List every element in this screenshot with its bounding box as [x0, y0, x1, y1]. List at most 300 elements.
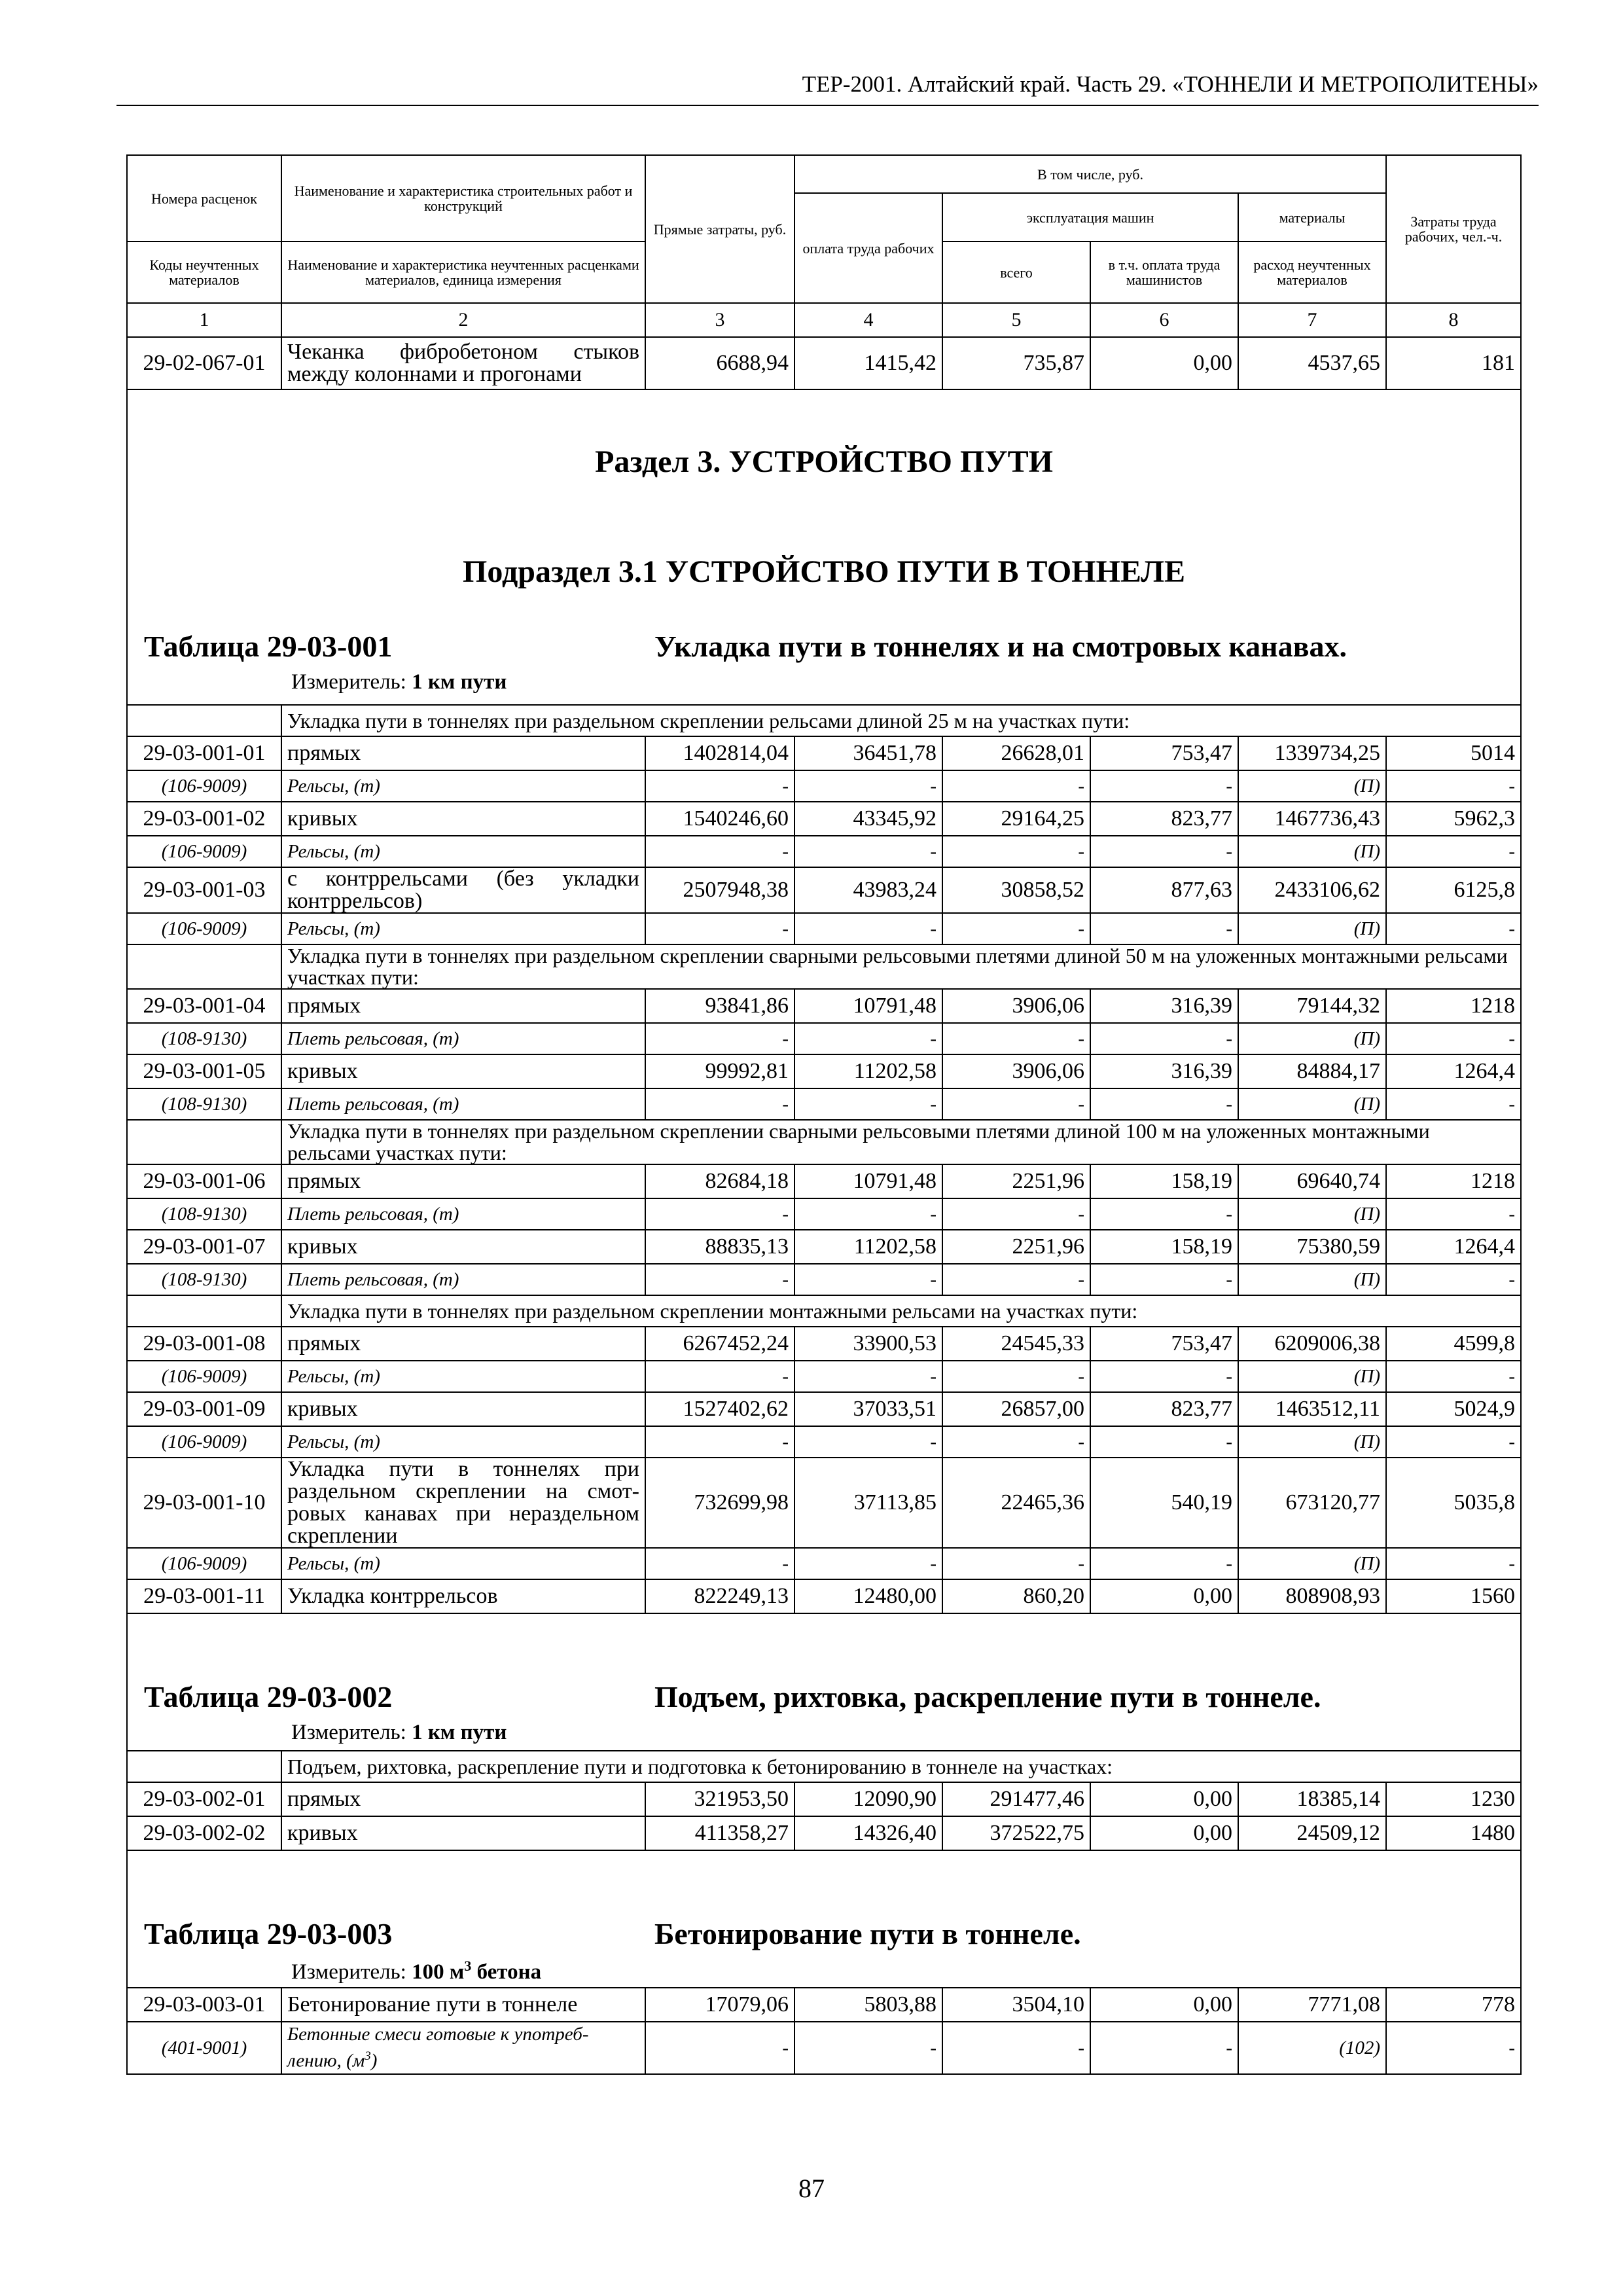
labor-pay: 10791,48 — [794, 1164, 942, 1198]
machines-total: 3906,06 — [942, 1054, 1090, 1088]
rate-name: кривых — [281, 1392, 645, 1426]
table-row — [127, 337, 1521, 389]
labor-hours: 1264,4 — [1386, 1230, 1521, 1264]
machinists-pay: 540,19 — [1090, 1458, 1238, 1548]
col-number: 2 — [281, 303, 645, 337]
material-code: (108-9130) — [127, 1088, 281, 1120]
material-machines-total: - — [942, 1023, 1090, 1054]
labor-hours: 5962,3 — [1386, 802, 1521, 836]
direct-costs: 822249,13 — [645, 1579, 794, 1613]
material-code: (106-9009) — [127, 1548, 281, 1579]
material-labor-pay: - — [794, 1023, 942, 1054]
table-label: Таблица 29-03-001 — [144, 630, 393, 663]
material-direct-costs: - — [645, 2022, 794, 2074]
material-unit-superscript: 3 — [365, 2049, 371, 2064]
material-machines-total: - — [942, 1198, 1090, 1230]
machinists-pay: 877,63 — [1090, 867, 1238, 913]
material-name: Плеть рельсовая, (т) — [281, 1023, 645, 1054]
material-name: Рельсы, (т) — [281, 770, 645, 802]
rate-code: 29-03-001-09 — [127, 1392, 281, 1426]
material-labor-hours: - — [1386, 1198, 1521, 1230]
material-materials: (П) — [1238, 1088, 1386, 1120]
material-materials: (102) — [1238, 2022, 1386, 2074]
material-labor-hours: - — [1386, 836, 1521, 867]
material-machinists-pay: - — [1090, 770, 1238, 802]
table-row — [127, 867, 1521, 913]
material-row — [127, 913, 1521, 944]
material-labor-pay: - — [794, 836, 942, 867]
hdr-machinists: в т.ч. оплата труда машинистов — [1090, 242, 1238, 303]
table-row — [127, 989, 1521, 1023]
col-number: 4 — [794, 303, 942, 337]
material-row — [127, 1088, 1521, 1120]
material-labor-pay: - — [794, 770, 942, 802]
labor-pay: 11202,58 — [794, 1230, 942, 1264]
direct-costs: 6267452,24 — [645, 1327, 794, 1361]
material-labor-hours: - — [1386, 1264, 1521, 1295]
direct-costs: 17079,06 — [645, 1988, 794, 2022]
material-machinists-pay: - — [1090, 1548, 1238, 1579]
labor-pay: 1415,42 — [794, 337, 942, 389]
machinists-pay: 316,39 — [1090, 1054, 1238, 1088]
materials: 75380,59 — [1238, 1230, 1386, 1264]
materials: 1467736,43 — [1238, 802, 1386, 836]
material-code: (106-9009) — [127, 836, 281, 867]
direct-costs: 93841,86 — [645, 989, 794, 1023]
hdr-material-codes: Коды неучтенных материалов — [127, 242, 281, 303]
group-title: Укладка пути в тоннелях при раздельном скреплении монтажными рельсами на участках пути: — [281, 1295, 1521, 1327]
group-header-row — [127, 1751, 1521, 1782]
material-name — [281, 2022, 645, 2074]
material-machines-total: - — [942, 1548, 1090, 1579]
group-header-row — [127, 1295, 1521, 1327]
table-heading-cell — [127, 1850, 1521, 1988]
material-labor-hours: - — [1386, 913, 1521, 944]
material-materials: (П) — [1238, 1426, 1386, 1458]
hdr-labor-cost: Затраты труда рабочих, чел.-ч. — [1386, 155, 1521, 303]
labor-hours: 5035,8 — [1386, 1458, 1521, 1548]
running-head: ТЕР-2001. Алтайский край. Часть 29. «ТОННЕЛИ И МЕТРОПОЛИТЕНЫ» — [802, 71, 1539, 97]
direct-costs: 411358,27 — [645, 1816, 794, 1850]
rate-code: 29-03-001-04 — [127, 989, 281, 1023]
labor-hours: 6125,8 — [1386, 867, 1521, 913]
materials: 808908,93 — [1238, 1579, 1386, 1613]
labor-pay: 36451,78 — [794, 736, 942, 770]
rate-name: кривых — [281, 1816, 645, 1850]
material-labor-pay: - — [794, 1426, 942, 1458]
machinists-pay: 158,19 — [1090, 1164, 1238, 1198]
material-direct-costs: - — [645, 770, 794, 802]
measure-unit: бетона — [471, 1960, 542, 1984]
materials: 79144,32 — [1238, 989, 1386, 1023]
material-direct-costs: - — [645, 1023, 794, 1054]
rate-code: 29-03-001-06 — [127, 1164, 281, 1198]
direct-costs: 321953,50 — [645, 1782, 794, 1816]
rate-name: Укладка контррельсов — [281, 1579, 645, 1613]
rate-name: кривых — [281, 1230, 645, 1264]
labor-hours: 1218 — [1386, 989, 1521, 1023]
measure-label: Измеритель: — [291, 1721, 406, 1744]
col-number: 3 — [645, 303, 794, 337]
material-machinists-pay: - — [1090, 1023, 1238, 1054]
group-header-row — [127, 705, 1521, 736]
labor-hours: 1230 — [1386, 1782, 1521, 1816]
machinists-pay: 316,39 — [1090, 989, 1238, 1023]
materials: 24509,12 — [1238, 1816, 1386, 1850]
table-row — [127, 1164, 1521, 1198]
rate-code: 29-03-002-01 — [127, 1782, 281, 1816]
material-name: Плеть рельсовая, (т) — [281, 1198, 645, 1230]
rate-code: 29-03-001-03 — [127, 867, 281, 913]
rate-code: 29-03-001-08 — [127, 1327, 281, 1361]
rate-name: прямых — [281, 736, 645, 770]
table-title: Укладка пути в тоннелях и на смотровых канавах. — [654, 630, 1347, 663]
header-rule — [116, 105, 1539, 106]
material-machines-total: - — [942, 770, 1090, 802]
material-labor-hours: - — [1386, 1088, 1521, 1120]
machines-total: 372522,75 — [942, 1816, 1090, 1850]
empty-cell — [127, 1295, 281, 1327]
material-code: (106-9009) — [127, 913, 281, 944]
hdr-machines-total: всего — [942, 242, 1090, 303]
material-row — [127, 1361, 1521, 1392]
material-machines-total: - — [942, 1088, 1090, 1120]
labor-pay: 33900,53 — [794, 1327, 942, 1361]
labor-hours: 5024,9 — [1386, 1392, 1521, 1426]
machinists-pay: 0,00 — [1090, 337, 1238, 389]
labor-hours: 181 — [1386, 337, 1521, 389]
machines-total: 29164,25 — [942, 802, 1090, 836]
material-row — [127, 770, 1521, 802]
hdr-rate-numbers: Номера расценок — [127, 155, 281, 242]
material-code: (108-9130) — [127, 1198, 281, 1230]
table-label: Таблица 29-03-002 — [144, 1680, 393, 1713]
direct-costs: 82684,18 — [645, 1164, 794, 1198]
measure-value: 100 м — [412, 1960, 465, 1984]
material-machinists-pay: - — [1090, 836, 1238, 867]
col-number: 8 — [1386, 303, 1521, 337]
rate-name: прямых — [281, 989, 645, 1023]
material-direct-costs: - — [645, 1548, 794, 1579]
group-title: Укладка пути в тоннелях при раздельном скреплении сварными рельсовыми плетями длиной 50 м на уложенных монтажными рельсами участках пути: — [281, 944, 1521, 989]
material-machinists-pay: - — [1090, 1361, 1238, 1392]
material-name: Плеть рельсовая, (т) — [281, 1088, 645, 1120]
measure: Измеритель: 1 км пути — [291, 670, 507, 694]
machines-total: 2251,96 — [942, 1230, 1090, 1264]
material-materials: (П) — [1238, 1361, 1386, 1392]
table-row — [127, 1816, 1521, 1850]
rate-code: 29-03-003-01 — [127, 1988, 281, 2022]
material-labor-pay: - — [794, 1548, 942, 1579]
rate-code: 29-03-001-07 — [127, 1230, 281, 1264]
machines-total: 24545,33 — [942, 1327, 1090, 1361]
col-number: 6 — [1090, 303, 1238, 337]
material-row — [127, 836, 1521, 867]
table-title: Подъем, рихтовка, раскрепление пути в тоннеле. — [654, 1680, 1321, 1713]
material-machinists-pay: - — [1090, 1264, 1238, 1295]
material-code: (106-9009) — [127, 1426, 281, 1458]
rate-name: прямых — [281, 1164, 645, 1198]
material-labor-hours: - — [1386, 2022, 1521, 2074]
table-row — [127, 1327, 1521, 1361]
measure — [291, 1958, 541, 1984]
material-code: (108-9130) — [127, 1264, 281, 1295]
material-materials: (П) — [1238, 836, 1386, 867]
material-labor-hours: - — [1386, 1548, 1521, 1579]
labor-pay: 43345,92 — [794, 802, 942, 836]
material-code: (108-9130) — [127, 1023, 281, 1054]
material-machines-total: - — [942, 1264, 1090, 1295]
material-machines-total: - — [942, 836, 1090, 867]
hdr-material-names: Наименование и характеристика неучтенных расценками материалов, единица измерения — [281, 242, 645, 303]
material-name: Плеть рельсовая, (т) — [281, 1264, 645, 1295]
material-name: Рельсы, (т) — [281, 1426, 645, 1458]
machinists-pay: 823,77 — [1090, 1392, 1238, 1426]
empty-cell — [127, 705, 281, 736]
rate-code: 29-03-001-01 — [127, 736, 281, 770]
material-direct-costs: - — [645, 1198, 794, 1230]
labor-pay: 14326,40 — [794, 1816, 942, 1850]
rate-code: 29-03-001-10 — [127, 1458, 281, 1548]
material-materials: (П) — [1238, 1023, 1386, 1054]
machines-total: 735,87 — [942, 337, 1090, 389]
material-machinists-pay: - — [1090, 1426, 1238, 1458]
rate-code: 29-03-002-02 — [127, 1816, 281, 1850]
machines-total: 22465,36 — [942, 1458, 1090, 1548]
col-number: 7 — [1238, 303, 1386, 337]
machines-total: 26628,01 — [942, 736, 1090, 770]
direct-costs: 6688,94 — [645, 337, 794, 389]
table-row — [127, 1230, 1521, 1264]
hdr-including: В том числе, руб. — [794, 155, 1386, 193]
price-table — [126, 154, 1522, 2075]
labor-hours: 4599,8 — [1386, 1327, 1521, 1361]
material-labor-pay: - — [794, 1088, 942, 1120]
measure-superscript: 3 — [464, 1958, 472, 1974]
rate-name: Укладка пути в тоннелях при раздельном скреплении на смот-ровых канавах при нераздельном скреплении — [281, 1458, 645, 1548]
materials: 2433106,62 — [1238, 867, 1386, 913]
material-direct-costs: - — [645, 1426, 794, 1458]
material-name: Рельсы, (т) — [281, 913, 645, 944]
group-title: Укладка пути в тоннелях при раздельном скреплении сварными рельсовыми плетями длиной 100 м на уложенных монтажными рельсами участках пути: — [281, 1120, 1521, 1164]
machinists-pay: 0,00 — [1090, 1782, 1238, 1816]
empty-cell — [127, 1751, 281, 1782]
material-direct-costs: - — [645, 1361, 794, 1392]
material-labor-hours: - — [1386, 1023, 1521, 1054]
table-row — [127, 802, 1521, 836]
direct-costs: 1540246,60 — [645, 802, 794, 836]
labor-pay: 43983,24 — [794, 867, 942, 913]
table-heading-row — [127, 1850, 1521, 1988]
header-row-1 — [127, 155, 1521, 193]
material-direct-costs: - — [645, 913, 794, 944]
machinists-pay: 0,00 — [1090, 1579, 1238, 1613]
material-name-tail: ) — [370, 2050, 378, 2072]
rate-name: с контррельсами (без укладки контррельсов) — [281, 867, 645, 913]
material-direct-costs: - — [645, 1088, 794, 1120]
material-row — [127, 1264, 1521, 1295]
hdr-direct-costs: Прямые затраты, руб. — [645, 155, 794, 303]
direct-costs: 99992,81 — [645, 1054, 794, 1088]
material-name: Рельсы, (т) — [281, 1361, 645, 1392]
machines-total: 860,20 — [942, 1579, 1090, 1613]
materials: 4537,65 — [1238, 337, 1386, 389]
material-name: Рельсы, (т) — [281, 1548, 645, 1579]
section-title: Раздел 3. УСТРОЙСТВО ПУТИ — [595, 444, 1053, 479]
hdr-work-name: Наименование и характеристика строительных работ и конструкций — [281, 155, 645, 242]
material-materials: (П) — [1238, 770, 1386, 802]
materials: 1463512,11 — [1238, 1392, 1386, 1426]
labor-pay: 37113,85 — [794, 1458, 942, 1548]
material-machines-total: - — [942, 2022, 1090, 2074]
material-row — [127, 1023, 1521, 1054]
material-code: (106-9009) — [127, 770, 281, 802]
material-labor-pay: - — [794, 1361, 942, 1392]
machinists-pay: 0,00 — [1090, 1816, 1238, 1850]
rate-name: кривых — [281, 1054, 645, 1088]
labor-hours: 5014 — [1386, 736, 1521, 770]
labor-pay: 12090,90 — [794, 1782, 942, 1816]
col-number: 5 — [942, 303, 1090, 337]
table-heading-cell — [127, 1613, 1521, 1751]
rate-code: 29-02-067-01 — [127, 337, 281, 389]
material-machinists-pay: - — [1090, 1198, 1238, 1230]
group-header-row — [127, 944, 1521, 989]
labor-pay: 37033,51 — [794, 1392, 942, 1426]
machines-total: 30858,52 — [942, 867, 1090, 913]
material-machines-total: - — [942, 1361, 1090, 1392]
labor-hours: 1560 — [1386, 1579, 1521, 1613]
machines-total: 26857,00 — [942, 1392, 1090, 1426]
rate-name: прямых — [281, 1782, 645, 1816]
section-header-row — [127, 389, 1521, 705]
rate-name: Бетонирование пути в тоннеле — [281, 1988, 645, 2022]
hdr-machines: эксплуатация машин — [942, 193, 1238, 242]
material-machines-total: - — [942, 913, 1090, 944]
rate-code: 29-03-001-05 — [127, 1054, 281, 1088]
material-direct-costs: - — [645, 836, 794, 867]
machinists-pay: 753,47 — [1090, 1327, 1238, 1361]
measure-label: Измеритель: — [291, 1960, 406, 1984]
materials: 6209006,38 — [1238, 1327, 1386, 1361]
table-row — [127, 736, 1521, 770]
machinists-pay: 753,47 — [1090, 736, 1238, 770]
machines-total: 3906,06 — [942, 989, 1090, 1023]
material-machinists-pay: - — [1090, 1088, 1238, 1120]
material-name-text: Бетонные смеси готовые к употреб-лению, (м — [287, 2024, 589, 2072]
labor-pay: 10791,48 — [794, 989, 942, 1023]
table-label: Таблица 29-03-003 — [144, 1917, 393, 1950]
machines-total: 3504,10 — [942, 1988, 1090, 2022]
labor-hours: 778 — [1386, 1988, 1521, 2022]
material-labor-hours: - — [1386, 770, 1521, 802]
table-row — [127, 1458, 1521, 1548]
labor-pay: 5803,88 — [794, 1988, 942, 2022]
header-numbers-row — [127, 303, 1521, 337]
material-code: (401-9001) — [127, 2022, 281, 2074]
direct-costs: 732699,98 — [645, 1458, 794, 1548]
direct-costs: 2507948,38 — [645, 867, 794, 913]
material-name: Рельсы, (т) — [281, 836, 645, 867]
table-title: Бетонирование пути в тоннеле. — [654, 1917, 1081, 1950]
table-row — [127, 1988, 1521, 2022]
hdr-materials: материалы — [1238, 193, 1386, 242]
direct-costs: 1527402,62 — [645, 1392, 794, 1426]
machinists-pay: 823,77 — [1090, 802, 1238, 836]
material-machinists-pay: - — [1090, 2022, 1238, 2074]
machinists-pay: 158,19 — [1090, 1230, 1238, 1264]
direct-costs: 88835,13 — [645, 1230, 794, 1264]
empty-cell — [127, 944, 281, 989]
labor-pay: 12480,00 — [794, 1579, 942, 1613]
material-materials: (П) — [1238, 1198, 1386, 1230]
group-header-row — [127, 1120, 1521, 1164]
rate-name: кривых — [281, 802, 645, 836]
materials: 1339734,25 — [1238, 736, 1386, 770]
material-labor-pay: - — [794, 1264, 942, 1295]
direct-costs: 1402814,04 — [645, 736, 794, 770]
labor-hours: 1218 — [1386, 1164, 1521, 1198]
machines-total: 2251,96 — [942, 1164, 1090, 1198]
rate-name: Чеканка фибробетоном стыков между колоннами и прогонами — [281, 337, 645, 389]
hdr-material-consumption: расход неучтенных материалов — [1238, 242, 1386, 303]
materials: 69640,74 — [1238, 1164, 1386, 1198]
material-machines-total: - — [942, 1426, 1090, 1458]
labor-hours: 1264,4 — [1386, 1054, 1521, 1088]
material-row — [127, 1548, 1521, 1579]
material-machinists-pay: - — [1090, 913, 1238, 944]
material-materials: (П) — [1238, 913, 1386, 944]
material-labor-hours: - — [1386, 1426, 1521, 1458]
material-materials: (П) — [1238, 1264, 1386, 1295]
subsection-title: Подраздел 3.1 УСТРОЙСТВО ПУТИ В ТОННЕЛЕ — [463, 554, 1186, 589]
labor-pay: 11202,58 — [794, 1054, 942, 1088]
rate-code: 29-03-001-11 — [127, 1579, 281, 1613]
group-title: Укладка пути в тоннелях при раздельном скреплении рельсами длиной 25 м на участках пути: — [281, 705, 1521, 736]
material-labor-pay: - — [794, 2022, 942, 2074]
table-row — [127, 1392, 1521, 1426]
materials: 7771,08 — [1238, 1988, 1386, 2022]
material-direct-costs: - — [645, 1264, 794, 1295]
rate-name: прямых — [281, 1327, 645, 1361]
section-header-cell — [127, 389, 1521, 705]
materials: 18385,14 — [1238, 1782, 1386, 1816]
material-materials: (П) — [1238, 1548, 1386, 1579]
material-labor-hours: - — [1386, 1361, 1521, 1392]
rate-code: 29-03-001-02 — [127, 802, 281, 836]
material-labor-pay: - — [794, 1198, 942, 1230]
hdr-labor-pay: оплата труда рабочих — [794, 193, 942, 303]
table-row — [127, 1579, 1521, 1613]
col-number: 1 — [127, 303, 281, 337]
machines-total: 291477,46 — [942, 1782, 1090, 1816]
measure-value: 1 км пути — [412, 1721, 507, 1744]
material-labor-pay: - — [794, 913, 942, 944]
materials: 84884,17 — [1238, 1054, 1386, 1088]
material-code: (106-9009) — [127, 1361, 281, 1392]
table-row — [127, 1782, 1521, 1816]
measure — [291, 1721, 507, 1745]
empty-cell — [127, 1120, 281, 1164]
materials: 673120,77 — [1238, 1458, 1386, 1548]
material-row — [127, 1426, 1521, 1458]
group-title: Подъем, рихтовка, раскрепление пути и подготовка к бетонированию в тоннеле на участках: — [281, 1751, 1521, 1782]
material-row — [127, 2022, 1521, 2074]
page-number: 87 — [798, 2174, 825, 2203]
labor-hours: 1480 — [1386, 1816, 1521, 1850]
table-heading-row — [127, 1613, 1521, 1751]
material-row — [127, 1198, 1521, 1230]
